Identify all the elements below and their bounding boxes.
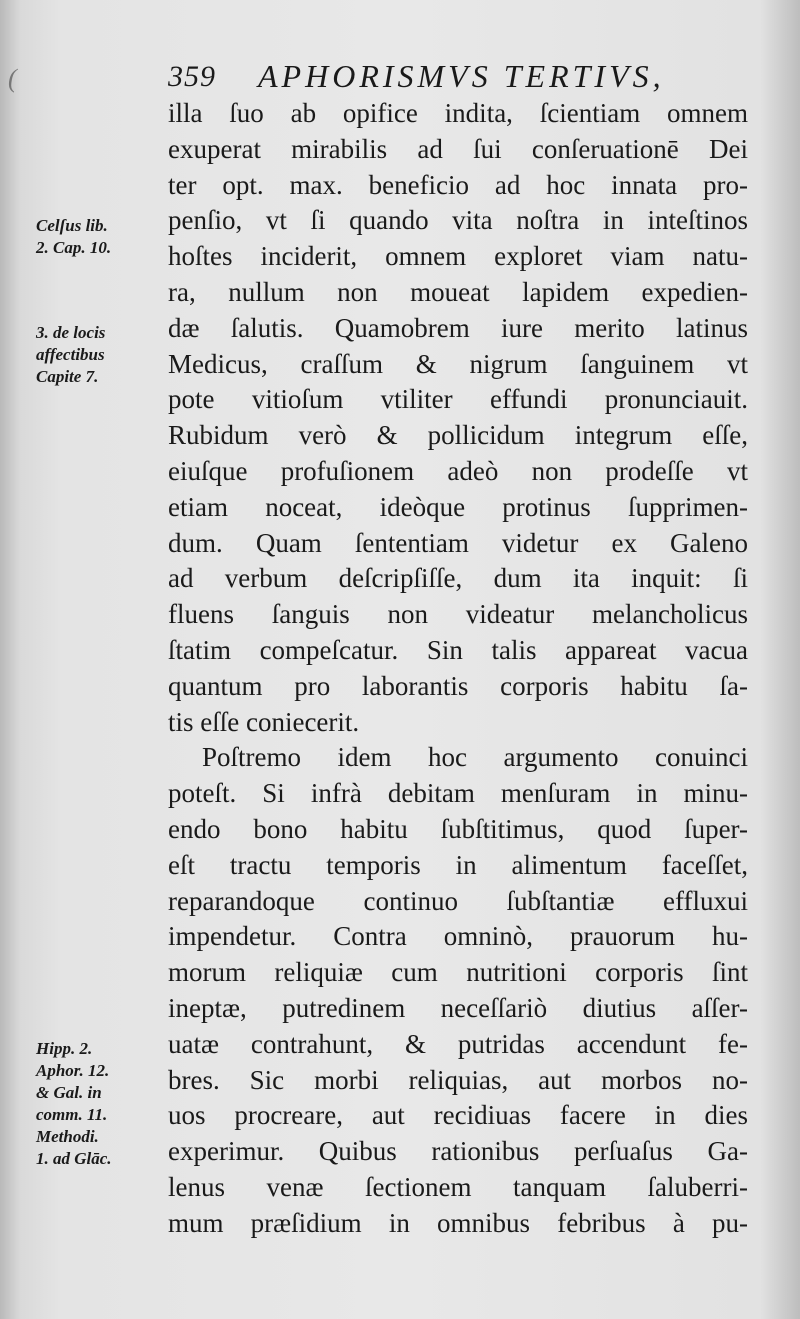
text-line: uos procreare, aut recidiuas facere in dies [168,1100,748,1131]
text-line: eiuſque profuſionem adeò non prodeſſe vt [168,455,748,486]
text-line: reparandoque continuo ſubſtantiæ effluxui [168,885,748,916]
margin-note-line: 1. ad Glāc. [36,1149,112,1168]
margin-note-line: Capite 7. [36,367,99,386]
margin-note-celsus [36,215,161,259]
margin-note-line: comm. 11. [36,1105,108,1124]
text-line: experimur. Quibus rationibus perſuaſus Ga- [168,1136,748,1167]
text-line: dum. Quam ſententiam videtur ex Galeno [168,527,748,558]
text-line: tis eſſe coniecerit. [168,706,360,737]
text-line: Poſtremo idem hoc argumento conuinci [202,742,748,773]
margin-note-line: 2. Cap. 10. [36,238,112,257]
margin-note-line: Aphor. 12. [36,1061,110,1080]
text-line: penſio, vt ſi quando vita noſtra in inteſtinos [168,205,748,236]
margin-note-line: Celſus lib. [36,216,108,235]
text-line: endo bono habitu ſubſtitimus, quod ſuper- [168,813,748,844]
text-line: Rubidum verò & pollicidum integrum eſſe, [168,420,748,451]
text-line: ineptæ, putredinem neceſſariò diutius aſſer- [168,992,748,1023]
body-text [168,96,748,1242]
text-line: morum reliquiæ cum nutritioni corporis ſint [168,957,748,988]
page-header [168,60,728,100]
text-line: impendetur. Contra omninò, prauorum hu- [168,921,748,952]
margin-note-line: affectibus [36,345,105,364]
text-line: lenus venæ ſectionem tanquam ſaluberri- [168,1171,748,1202]
text-line: illa ſuo ab opifice indita, ſcientiam omnem [168,98,748,128]
margin-note-hipp [36,1038,161,1170]
page-edge-mark: ( [8,64,17,93]
text-line: uatæ contrahunt, & putridas accendunt fe- [168,1028,748,1059]
text-line: dæ ſalutis. Quamobrem iure merito latinus [168,312,748,343]
text-line: ſtatim compeſcatur. Sin talis appareat vacua [168,634,748,665]
margin-note-de-locis [36,322,161,388]
text-line: eſt tractu temporis in alimentum faceſſet, [168,849,748,880]
text-line: ra, nullum non moueat lapidem expedien- [168,276,748,307]
page-number: 359 [168,60,216,93]
margin-note-line: Hipp. 2. [36,1039,93,1058]
margin-note-line: & Gal. in [36,1083,102,1102]
text-line: fluens ſanguis non videatur melancholicus [168,599,748,630]
text-line: etiam noceat, ideòque protinus ſupprimen- [168,491,748,522]
text-line: bres. Sic morbi reliquias, aut morbos no- [168,1064,748,1095]
text-line: pote vitioſum vtiliter effundi pronunciauit. [168,384,748,415]
text-line: quantum pro laborantis corporis habitu ſa- [168,670,748,701]
text-line: ter opt. max. beneficio ad hoc innata pro- [168,169,748,200]
text-line: ad verbum deſcripſiſſe, dum ita inquit: ſi [168,563,748,594]
text-line: Medicus, craſſum & nigrum ſanguinem vt [168,348,748,379]
margin-note-line: 3. de locis [36,323,106,342]
text-line: poteſt. Si infrà debitam menſuram in minu- [168,778,748,809]
text-line: hoſtes inciderit, omnem exploret viam natu- [168,241,748,272]
running-head: APHORISMVS TERTIVS, [258,58,665,94]
margin-note-line: Methodi. [36,1127,99,1146]
text-line: mum præſidium in omnibus febribus à pu- [168,1207,748,1238]
text-line: exuperat mirabilis ad ſui conſeruationē Dei [168,133,748,164]
